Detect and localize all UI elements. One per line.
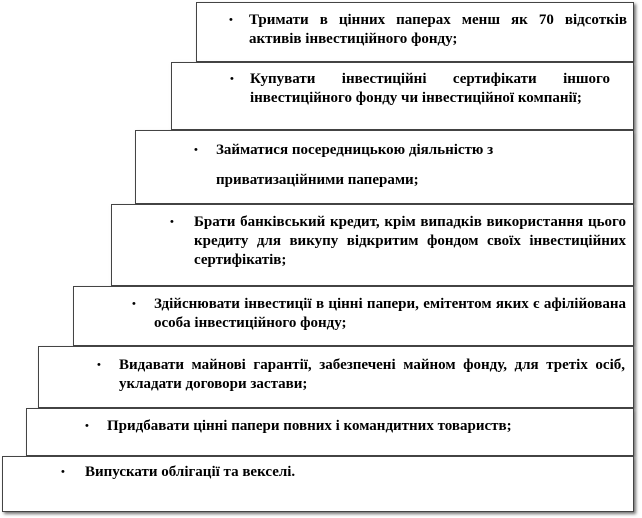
bullet-icon: • (85, 420, 89, 432)
step-box-4 (111, 204, 634, 286)
step-text-3-line-1: Займатися посередницькою діяльністю з (216, 142, 494, 158)
step-item-3 (194, 141, 616, 190)
step-item-2 (230, 70, 610, 108)
bullet-icon: • (61, 466, 65, 478)
step-box-7 (26, 408, 634, 456)
step-text-6: Видавати майнові гарантії, забезпечені майном фонду, для третіх осіб, укладати договори застави; (119, 357, 625, 392)
step-text-7: Придбавати цінні папери повних і командитних товариств; (107, 418, 512, 434)
step-box-5 (73, 286, 634, 346)
step-box-8 (2, 456, 634, 512)
step-box-2 (171, 62, 634, 130)
bullet-icon: • (170, 216, 174, 228)
step-box-3 (135, 130, 634, 204)
step-box-6 (38, 346, 634, 408)
bullet-icon: • (194, 144, 198, 156)
bullet-icon: • (229, 14, 233, 26)
step-item-5 (132, 295, 626, 333)
step-item-8 (61, 463, 625, 482)
step-text-2: Купувати інвестиційні сертифікати іншого інвестиційного фонду чи інвестиційної компанії; (250, 71, 610, 106)
bullet-icon: • (97, 359, 101, 371)
step-item-6 (97, 356, 625, 394)
step-item-1 (229, 11, 627, 49)
step-text-8: Випускати облігації та векселі. (85, 464, 296, 480)
step-item-7 (85, 417, 625, 436)
step-item-4 (170, 213, 626, 270)
step-text-3-line-2: приватизаційними паперами; (216, 172, 419, 188)
step-text-1: Тримати в цінних паперах менш як 70 відсотків активів інвестиційного фонду; (249, 12, 627, 47)
step-box-1 (196, 2, 634, 62)
bullet-icon: • (132, 298, 136, 310)
bullet-icon: • (230, 73, 234, 85)
step-text-4: Брати банківський кредит, крім випадків використання цього кредиту для викупу відкритим фондом своїх інвестиційних сертифікатів; (194, 214, 626, 268)
step-text-5: Здійснювати інвестиції в цінні папери, емітентом яких є афілійована особа інвестиційного фонду; (154, 296, 626, 331)
